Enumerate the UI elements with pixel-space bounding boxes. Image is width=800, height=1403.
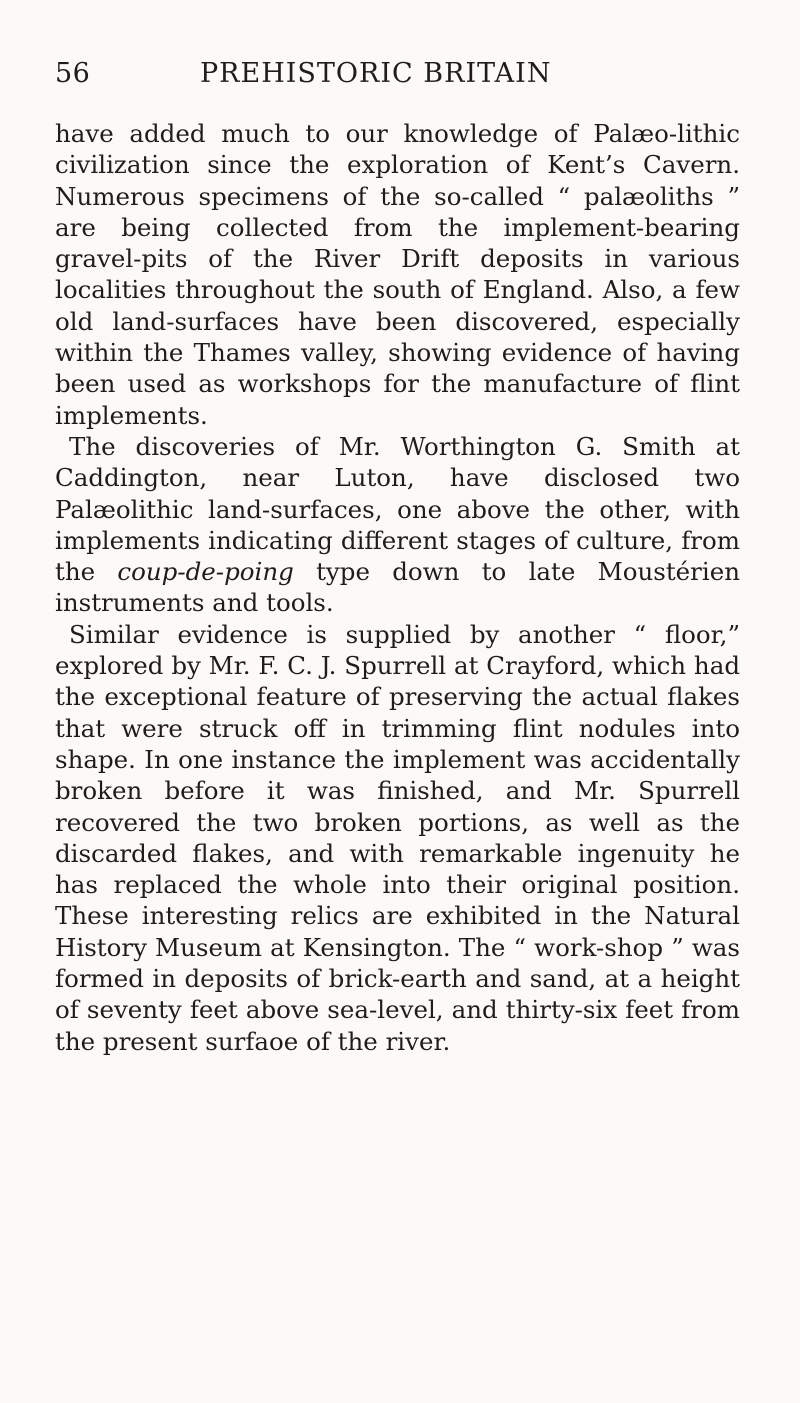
italic-term: coup-de-poing	[117, 557, 294, 587]
paragraph-3: Similar evidence is supplied by another “ floor,” explored by Mr. F. C. J. Spurrell at Crayford, which had the exceptional feature of preserving the actual flakes that were struck off in trimming flint nodules into shape. In one instance the implement was accidentally broken before it was finished, and Mr. Spurrell recovered the two broken portions, as well as the discarded flakes, and with remarkable ingenuity he has replaced the whole into their original position. These interesting relics are exhibited in the Natural History Museum at Kensington. The “ work-shop ” was formed in deposits of brick-earth and sand, at a height of seventy feet above sea-level, and thirty-six feet from the present surfaoe of the river.	[55, 619, 740, 1056]
running-title: PREHISTORIC BRITAIN	[200, 58, 552, 89]
paragraph-1: have added much to our knowledge of Palæo-lithic civilization since the exploration of Kent’s Cavern. Numerous specimens of the so-called “ palæoliths ” are being collected from the implement-bearing gravel-pits of the River Drift deposits in various localities throughout the south of England. Also, a few old land-surfaces have been discovered, especially within the Thames valley, showing evidence of having been used as workshops for the manufacture of flint implements.	[55, 119, 740, 430]
body-text	[55, 118, 740, 1057]
paragraph-2	[55, 431, 740, 619]
page-number: 56	[55, 58, 91, 89]
running-header	[55, 58, 740, 98]
page-content	[55, 58, 740, 1057]
paragraph-2-text-a: The discoveries of Mr. Worthington G. Smith at Caddington, near Luton, have disclosed two Palæolithic land-surfaces, one above the other, with implements indicating different stages of culture, from the	[55, 431, 740, 587]
paragraph-2-text-b: type down to late Moustérien instruments and tools.	[55, 557, 740, 618]
